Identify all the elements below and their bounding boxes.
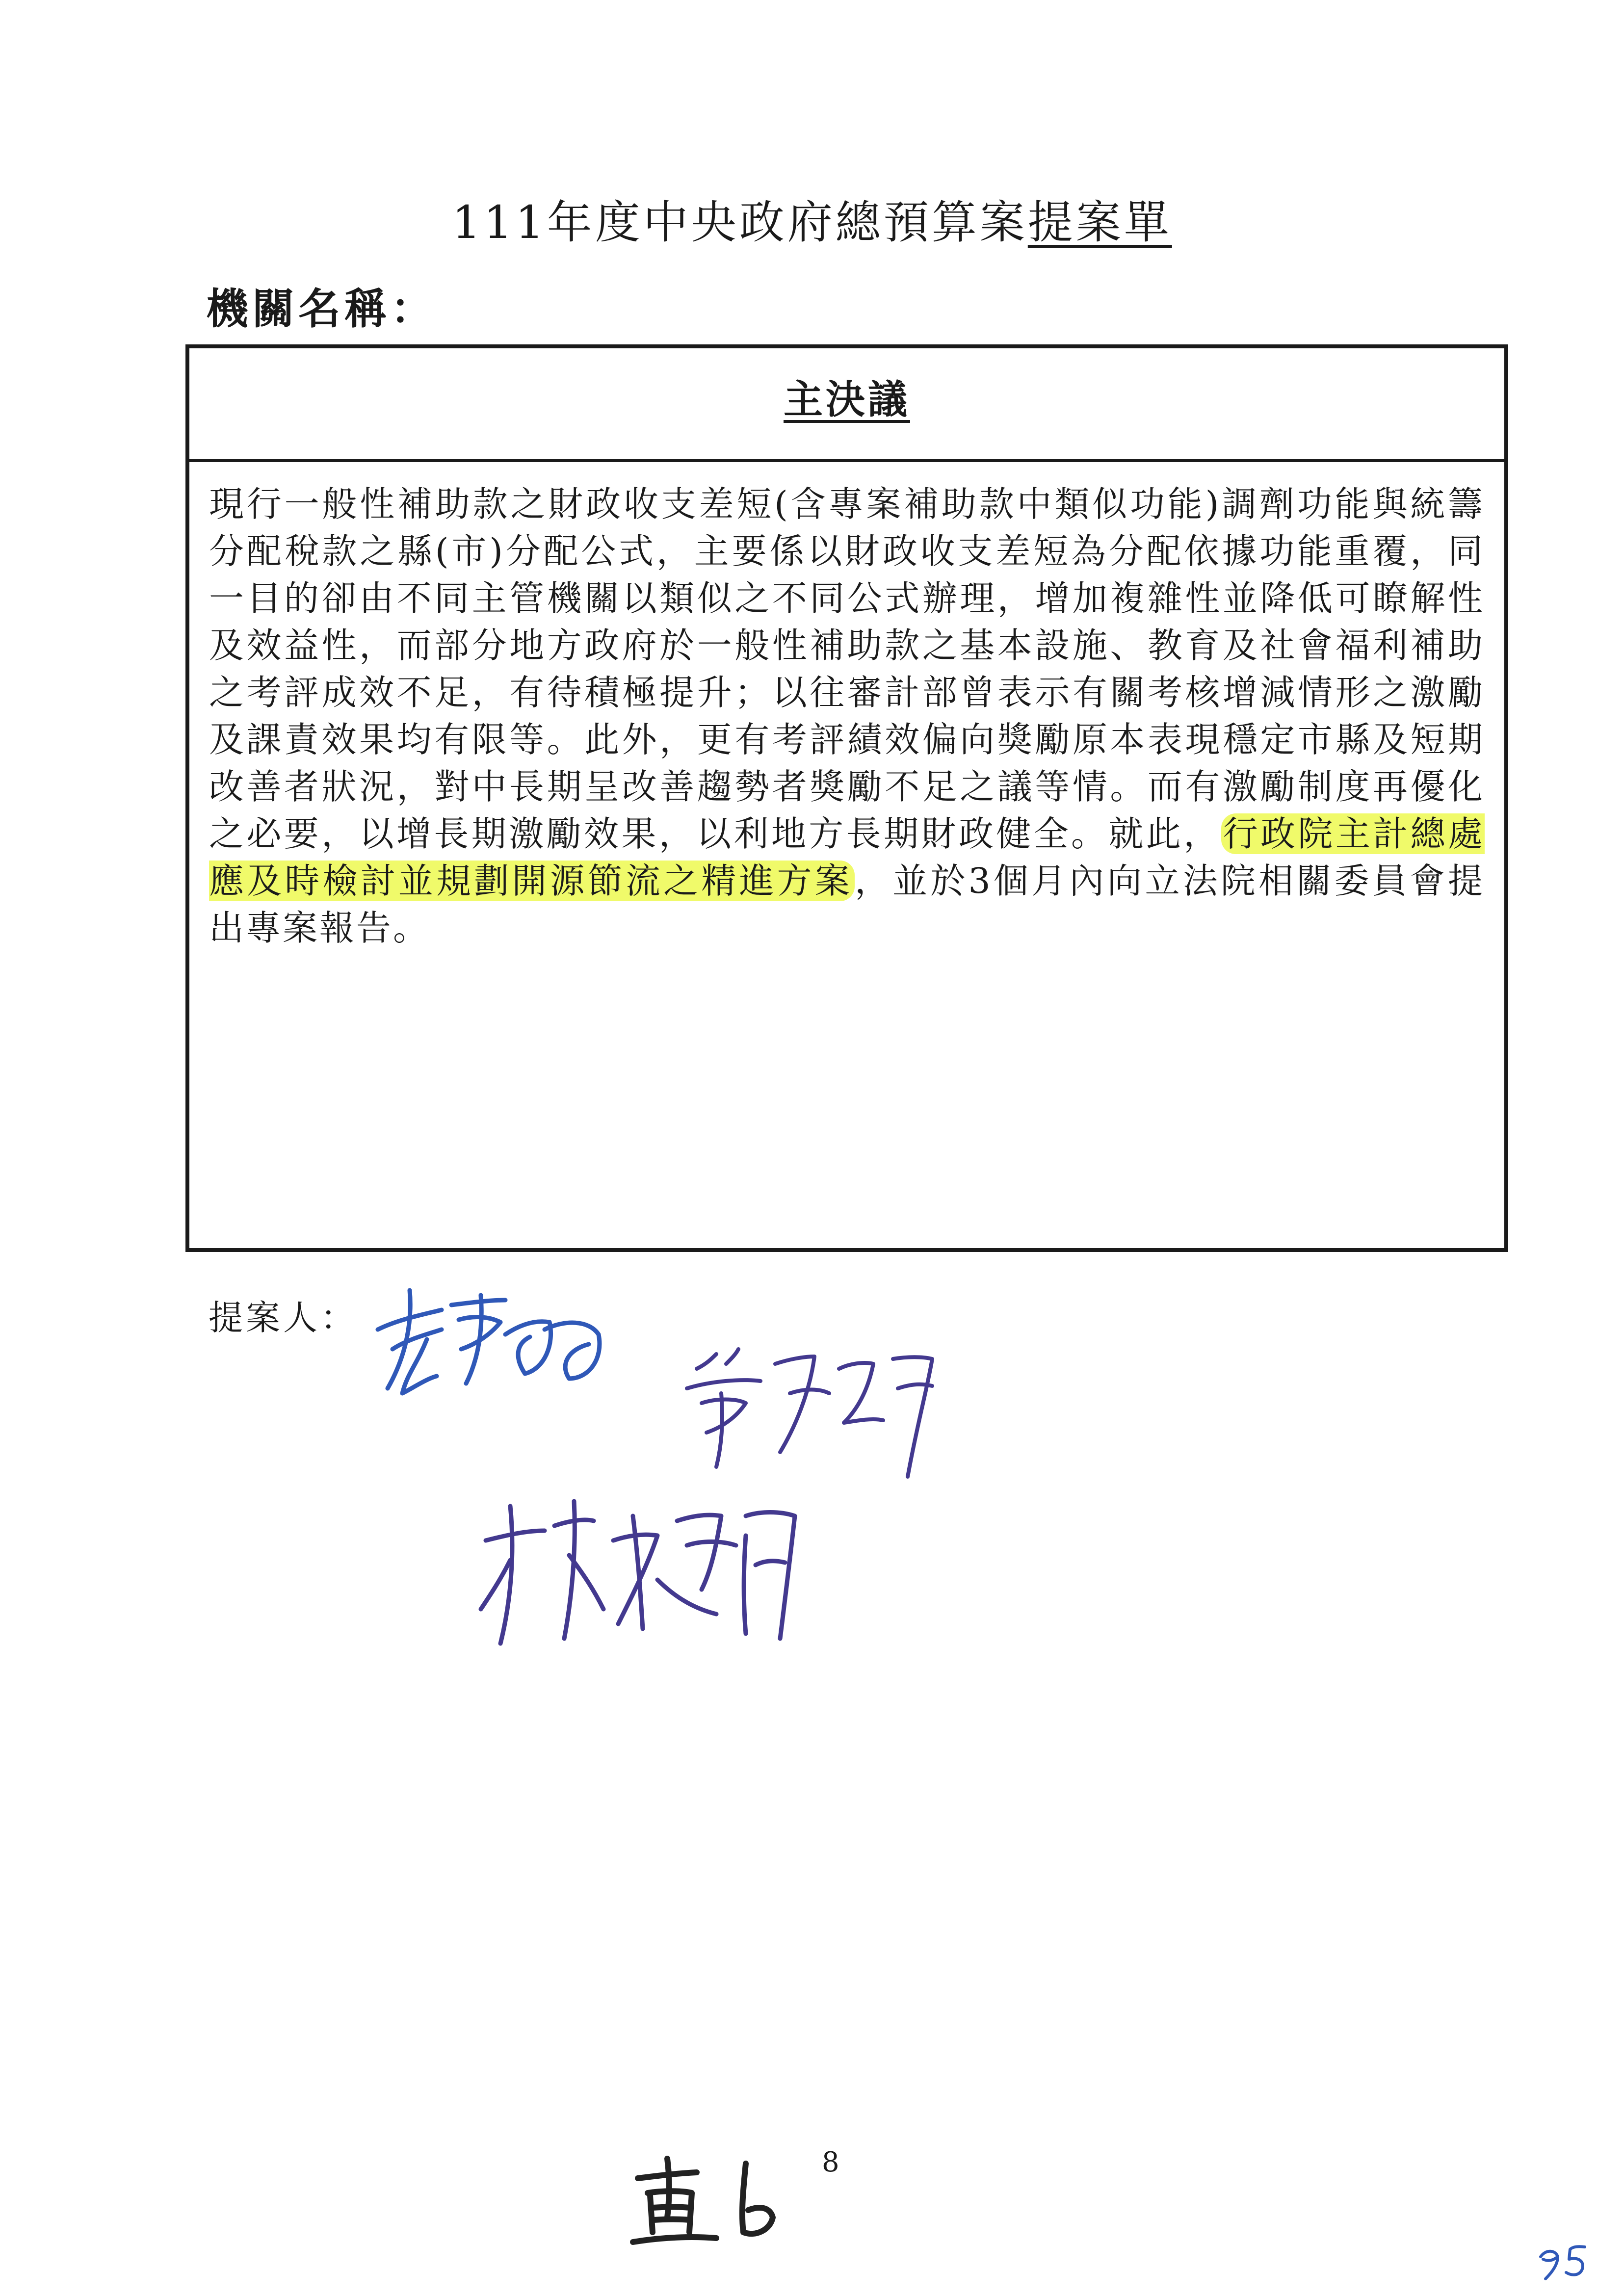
signature-1 [358,1276,613,1413]
resolution-box-header [189,348,1504,462]
title-underlined: 提案單 [1027,196,1172,249]
signature-3 [471,1482,814,1658]
agency-label: 機關名稱： [206,285,437,334]
highlighted-text: 行政院主計總處應及時檢討並規劃開源節流之精進方案 [209,813,1485,901]
signature-2 [677,1334,952,1496]
page-title [0,186,1624,251]
body-text-part2: ，並於3個月內向立法院相關委員會提出專案報告。 [209,861,1485,948]
handwritten-note [623,2149,800,2252]
section-heading: 主決議 [784,377,910,422]
resolution-box [185,344,1508,1252]
page-number: 8 [822,2146,839,2178]
body-text-part1: 現行一般性補助款之財政收支差短(含專案補助款中類似功能)調劑功能與統籌分配稅款之縣(市)分配公式，主要係以財政收支差短為分配依據功能重覆，同一目的卻由不同主管機關以類似之不同公式辦理，增加複雜性並降低可瞭解性及效益性，而部分地方政府於一般性補助款之基本設施、教育及社會福利補助之考評成效不足，有待積極提升；以往審計部曾表示有關考核增減情形之激勵及課責效果均有限等。此外，更有考評績效偏向獎勵原本表現穩定市縣及短期改善者狀況，對中長期呈改善趨勢者獎勵不足之議等情。而有激勵制度再優化之必要，以增長期激勵效果，以利地方長期財政健全。就此， [209,484,1485,854]
resolution-body [209,481,1485,952]
proposer-label: 提案人： [209,1298,358,1338]
corner-handwritten-mark [1531,2237,1599,2281]
title-main: 111年度中央政府總預算案 [452,196,1028,249]
